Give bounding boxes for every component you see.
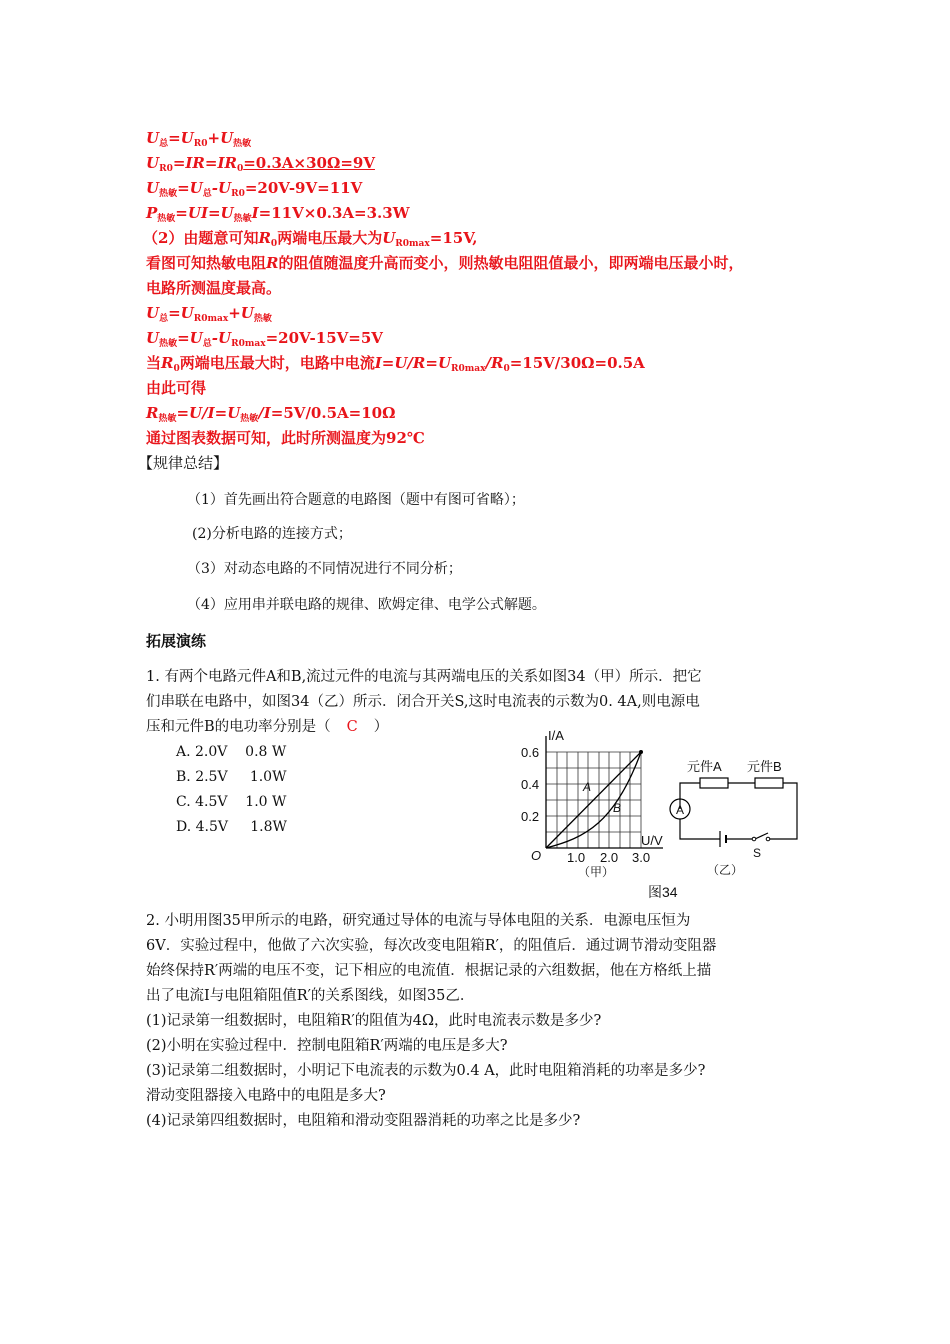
solution-line-4	[146, 203, 410, 229]
text: =20V-9V=11V	[244, 179, 363, 197]
text: 总	[159, 139, 169, 149]
solution-line-6	[146, 253, 744, 273]
text: U	[382, 229, 396, 247]
text: R	[258, 229, 271, 247]
text: （2）由题意可知	[143, 229, 259, 247]
text: =U	[168, 304, 194, 322]
text: 热敏	[157, 214, 176, 224]
text: I=U/R=U	[374, 354, 452, 372]
x-axis-label: U/V	[641, 833, 663, 848]
text: +U	[207, 129, 234, 147]
text: 热敏	[233, 139, 252, 149]
text: R	[161, 354, 174, 372]
text: 总	[202, 339, 212, 349]
text: =15V,	[429, 229, 478, 247]
solution-line-1	[146, 128, 251, 154]
element-b-resistor	[755, 778, 783, 788]
switch-label: S	[753, 846, 762, 860]
text: R	[146, 404, 159, 422]
text: 总	[159, 314, 169, 324]
text: R0max	[193, 314, 229, 324]
text: +U	[228, 304, 254, 322]
q2-line-1: 2. 小明用图35甲所示的电路，研究通过导体的电流与导体电阻的关系．电源电压恒为	[146, 913, 691, 929]
q2-sub-3-cont: 滑动变阻器接入电路中的电阻是多大?	[146, 1088, 386, 1104]
text: =IR=IR	[172, 154, 237, 172]
text: R0	[159, 164, 173, 174]
text: 热敏	[253, 314, 272, 324]
text: R0max	[395, 239, 430, 249]
text: 0	[270, 239, 278, 249]
q1-line-2: 们串联在电路中，如图34（乙）所示．闭合开关S,这时电流表的示数为0. 4A,则电源电	[146, 694, 700, 710]
element-a-resistor	[700, 778, 728, 788]
q2-line-3: 始终保持R′两端的电压不变，记下相应的电流值．根据记录的六组数据，他在方格纸上描	[146, 963, 712, 979]
text: =U	[177, 329, 203, 347]
figure-caption: 图34	[648, 884, 678, 900]
curve-a-label: A	[583, 780, 592, 794]
solution-line-9	[146, 328, 383, 354]
text: 0	[503, 364, 510, 374]
text: I	[251, 204, 259, 222]
solution-line-2	[146, 153, 375, 179]
switch-contact	[766, 837, 770, 841]
q1-answer: C	[346, 719, 358, 735]
text: =U	[177, 179, 203, 197]
x-tick: 2.0	[600, 850, 619, 865]
text: /I	[258, 404, 271, 422]
graph-caption: （甲）	[578, 865, 615, 879]
y-tick: 0.4	[521, 777, 540, 792]
text: U	[146, 304, 160, 322]
text: 总	[202, 189, 212, 199]
q1-option-b: B. 2.5V 1.0W	[176, 769, 287, 785]
figure-34-circuit	[665, 755, 805, 880]
text: U	[146, 129, 160, 147]
circuit-caption: （乙）	[707, 863, 744, 877]
text: 0	[173, 364, 180, 374]
text: R0	[231, 189, 245, 199]
text: =20V-15V=5V	[265, 329, 383, 347]
text: 热敏	[159, 189, 178, 199]
text: 两端电压最大为	[277, 229, 383, 247]
y-tick: 0.6	[521, 745, 540, 760]
wire	[680, 819, 720, 839]
text: R0	[193, 139, 208, 149]
origin-label: O	[531, 848, 542, 863]
figure-34-graph	[515, 728, 670, 880]
solution-line-11: 由此可得	[146, 379, 207, 397]
text: =UI=U	[175, 204, 234, 222]
q1-option-d: D. 4.5V 1.8W	[176, 819, 287, 835]
q1-option-c: C. 4.5V 1.0 W	[176, 794, 287, 810]
text: 热敏	[159, 339, 178, 349]
text: =15V/30Ω=0.5A	[509, 354, 645, 372]
q2-sub-3: (3)记录第二组数据时，小明记下电流表的示数为0.4 A，此时电阻箱消耗的功率是多少?	[146, 1063, 706, 1079]
text: 热敏	[158, 414, 177, 424]
text: U	[146, 154, 160, 172]
y-tick: 0.2	[521, 809, 540, 824]
text: R	[266, 254, 279, 272]
text: =11V×0.3A=3.3W	[258, 204, 410, 222]
text: =U	[168, 129, 194, 147]
text: 两端电压最大时，电路中电流	[179, 354, 375, 372]
solution-line-7: 电路所测温度最高。	[146, 279, 282, 297]
solution-line-12	[146, 403, 395, 429]
summary-item-3: （3）对动态电路的不同情况进行不同分析；	[187, 561, 462, 577]
element-b-label: 元件B	[747, 759, 782, 774]
solution-line-5	[143, 228, 477, 254]
text: /R	[485, 354, 504, 372]
text: -U	[211, 329, 232, 347]
text: 的阻值随温度升高而变小，则热敏电阻阻值最小，即两端电压最小时，	[278, 254, 744, 272]
q2-sub-2: (2)小明在实验过程中．控制电阻箱R′两端的电压是多大?	[146, 1038, 508, 1054]
solution-line-13: 通过图表数据可知，此时所测温度为92℃	[146, 429, 425, 447]
ammeter-label: A	[676, 803, 685, 817]
summary-title: 【规律总结】	[138, 454, 229, 472]
text: 压和元件B的电功率分别是（	[146, 719, 331, 735]
solution-line-8	[146, 303, 272, 329]
text: -U	[211, 179, 232, 197]
summary-item-4: （4）应用串并联电路的规律、欧姆定律、电学公式解题。	[187, 597, 546, 613]
solution-line-3	[146, 178, 362, 204]
text: U	[146, 329, 160, 347]
curve-endpoint	[639, 750, 643, 754]
text: 热敏	[233, 214, 252, 224]
x-tick: 3.0	[632, 850, 651, 865]
q2-sub-4: (4)记录第四组数据时，电阻箱和滑动变阻器消耗的功率之比是多少?	[146, 1113, 581, 1129]
text: 热敏	[240, 414, 259, 424]
text: R0max	[451, 364, 486, 374]
solution-line-10	[146, 353, 645, 379]
element-a-label: 元件A	[687, 759, 722, 774]
q1-line-1: 1. 有两个电路元件A和B,流过元件的电流与其两端电压的关系如图34（甲）所示．把它	[146, 669, 702, 685]
text: ）	[373, 719, 389, 735]
text: U	[146, 179, 160, 197]
y-axis-label: I/A	[548, 728, 564, 743]
text: =5V/0.5A=10Ω	[270, 404, 396, 422]
curve-b-label: B	[613, 801, 622, 815]
text: 0	[236, 164, 244, 174]
q2-sub-1: (1)记录第一组数据时，电阻箱R′的阻值为4Ω，此时电流表示数是多少?	[146, 1013, 602, 1029]
text: 当	[146, 354, 162, 372]
switch-contact	[752, 837, 756, 841]
text: 看图可知热敏电阻	[146, 254, 267, 272]
q2-line-2: 6V．实验过程中，他做了六次实验，每次改变电阻箱R′，的阻值后．通过调节滑动变阻器	[146, 938, 717, 954]
text: R0max	[231, 339, 266, 349]
text: P	[146, 204, 158, 222]
wire	[768, 783, 797, 839]
q1-line-3	[146, 717, 388, 737]
text: =0.3A×30Ω=9V	[243, 154, 375, 172]
x-tick: 1.0	[567, 850, 586, 865]
summary-item-2: (2)分析电路的连接方式；	[192, 526, 352, 542]
summary-item-1: （1）首先画出符合题意的电路图（题中有图可省略）；	[187, 492, 525, 508]
practice-title: 拓展演练	[146, 632, 207, 650]
text: =U/I=U	[176, 404, 241, 422]
q1-option-a: A. 2.0V 0.8 W	[176, 744, 287, 760]
q2-line-4: 出了电流I与电阻箱阻值R′的关系图线，如图35乙．	[146, 988, 475, 1004]
